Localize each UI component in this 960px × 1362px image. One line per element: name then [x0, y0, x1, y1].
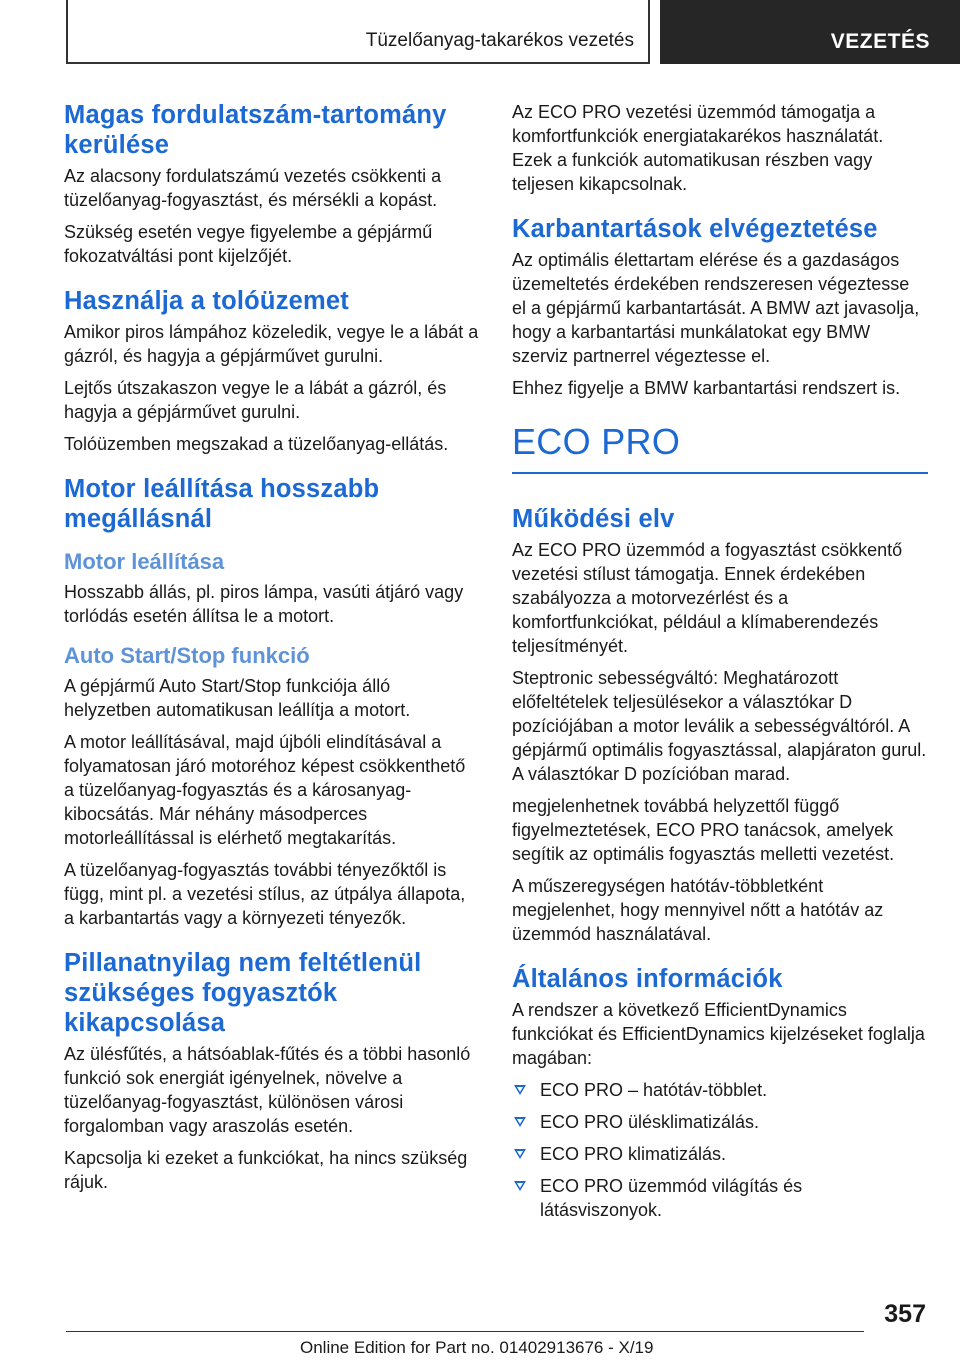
heading-rpm: Magas fordulatszám-tartomány kerülése: [64, 101, 447, 159]
triangle-bullet-icon: [514, 1085, 526, 1095]
left-column: [64, 100, 480, 1202]
triangle-bullet-icon: [514, 1149, 526, 1159]
subheading-auto-start-stop: Auto Start/Stop funkció: [64, 643, 310, 668]
paragraph: Tolóüzemben megszakad a tüzelőanyag-ellátás.: [64, 434, 449, 454]
list-item: ECO PRO – hatótáv-többlet.: [512, 1078, 928, 1102]
paragraph: A rendszer a következő EfficientDynamics funkciókat és EfficientDynamics kijelzéseket foglalja magában:: [512, 1000, 925, 1068]
paragraph: Ehhez figyelje a BMW karbantartási rendszert is.: [512, 378, 901, 398]
paragraph: A gépjármű Auto Start/Stop funkciója álló helyzetben automatikusan leállítja a motort.: [64, 676, 411, 720]
paragraph: A műszeregységen hatótáv-többletként megjelenhet, hogy mennyivel nőtt a hatótáv az üzemmód használatával.: [512, 876, 884, 944]
bullet-list: [512, 1078, 928, 1222]
footer-edition: Online Edition for Part no. 01402913676 - X/19: [300, 1338, 654, 1357]
paragraph: Az alacsony fordulatszámú vezetés csökkenti a tüzelőanyag-fogyasztást, és mérsékli a kopást.: [64, 166, 442, 210]
heading-coasting: Használja a tolóüzemet: [64, 287, 349, 315]
list-item: ECO PRO üzemmód világítás és látásviszonyok.: [512, 1174, 928, 1222]
triangle-bullet-icon: [514, 1117, 526, 1127]
heading-general-info: Általános információk: [512, 965, 783, 993]
paragraph: Lejtős útszakaszon vegye le a lábát a gázról, és hagyja a gépjárművet gurulni.: [64, 378, 447, 422]
paragraph: Hosszabb állás, pl. piros lámpa, vasúti átjáró vagy torlódás esetén állítsa le a motort.: [64, 582, 464, 626]
paragraph: A motor leállításával, majd újbóli elindításával a folyamatosan járó motoréhoz képest csökkenthető a tüzelőanyag-fogyasztás és a károsanyag-kibocsátás. Már néhány másodperces motorleállítással is elérhető megtakarítás.: [64, 732, 466, 848]
right-column: [512, 100, 928, 1230]
heading-maintenance: Karbantartások elvégeztetése: [512, 215, 878, 243]
triangle-bullet-icon: [514, 1181, 526, 1191]
heading-consumers: Pillanatnyilag nem feltétlenül szükséges fogyasztók kikapcsolása: [64, 949, 422, 1037]
paragraph: Szükség esetén vegye figyelembe a gépjármű fokozatváltási pont kijelzőjét.: [64, 222, 433, 266]
page-number: 357: [884, 1300, 926, 1328]
heading-principle: Működési elv: [512, 505, 675, 533]
chapter-tab: VEZETÉS: [660, 0, 960, 64]
paragraph: megjelenhetnek továbbá helyzettől függő figyelmeztetések, ECO PRO tanácsok, amelyek segítik az optimális fogyasztás melletti vezetést.: [512, 796, 895, 864]
paragraph: Az ECO PRO üzemmód a fogyasztást csökkentő vezetési stílust támogatja. Ennek érdekében szabályozza a motorvezérlést és a komfortfunkciókat, például a klímaberendezés teljesítményét.: [512, 540, 903, 656]
header-title: Tüzelőanyag-takarékos vezetés: [365, 30, 634, 51]
paragraph: A tüzelőanyag-fogyasztás további tényezőktől is függ, mint pl. a vezetési stílus, az útpálya állapota, a karbantartás vagy a környezeti tényezők.: [64, 860, 466, 928]
subheading-engine-stop: Motor leállítása: [64, 549, 225, 574]
list-item: ECO PRO ülésklimatizálás.: [512, 1110, 928, 1134]
paragraph: Amikor piros lámpához közeledik, vegye le a lábát a gázról, és hagyja a gépjárművet gurulni.: [64, 322, 479, 366]
footer-divider: [66, 1331, 864, 1332]
paragraph: Az ECO PRO vezetési üzemmód támogatja a komfortfunkciók energiatakarékos használatát. Ezek a funkciók automatikusan részben vagy teljesen kikapcsolnak.: [512, 102, 884, 194]
section-heading-eco-pro: ECO PRO: [512, 422, 928, 474]
header-frame: [66, 0, 650, 64]
paragraph: Az ülésfűtés, a hátsóablak-fűtés és a többi hasonló funkció sok energiát igényelnek, növelve a tüzelőanyag-fogyasztást, különösen városi forgalomban vagy araszolás esetén.: [64, 1044, 471, 1136]
paragraph: Kapcsolja ki ezeket a funkciókat, ha nincs szükség rájuk.: [64, 1148, 468, 1192]
heading-engine-stop: Motor leállítása hosszabb megállásnál: [64, 475, 380, 533]
paragraph: Az optimális élettartam elérése és a gazdaságos üzemeltetés érdekében rendszeresen végeztesse el a gépjármű karbantartását. A BMW azt javasolja, hogy a karbantartási munkálatokat egy BMW szerviz partnerrel végeztesse el.: [512, 250, 920, 366]
paragraph: Steptronic sebességváltó: Meghatározott előfeltételek teljesülésekor a választókar D pozíciójában a motor leválik a sebességváltóról. A gépjármű optimális fogyasztással, alapjáraton gurul. A választókar D pozícióban marad.: [512, 668, 927, 784]
list-item: ECO PRO klimatizálás.: [512, 1142, 928, 1166]
